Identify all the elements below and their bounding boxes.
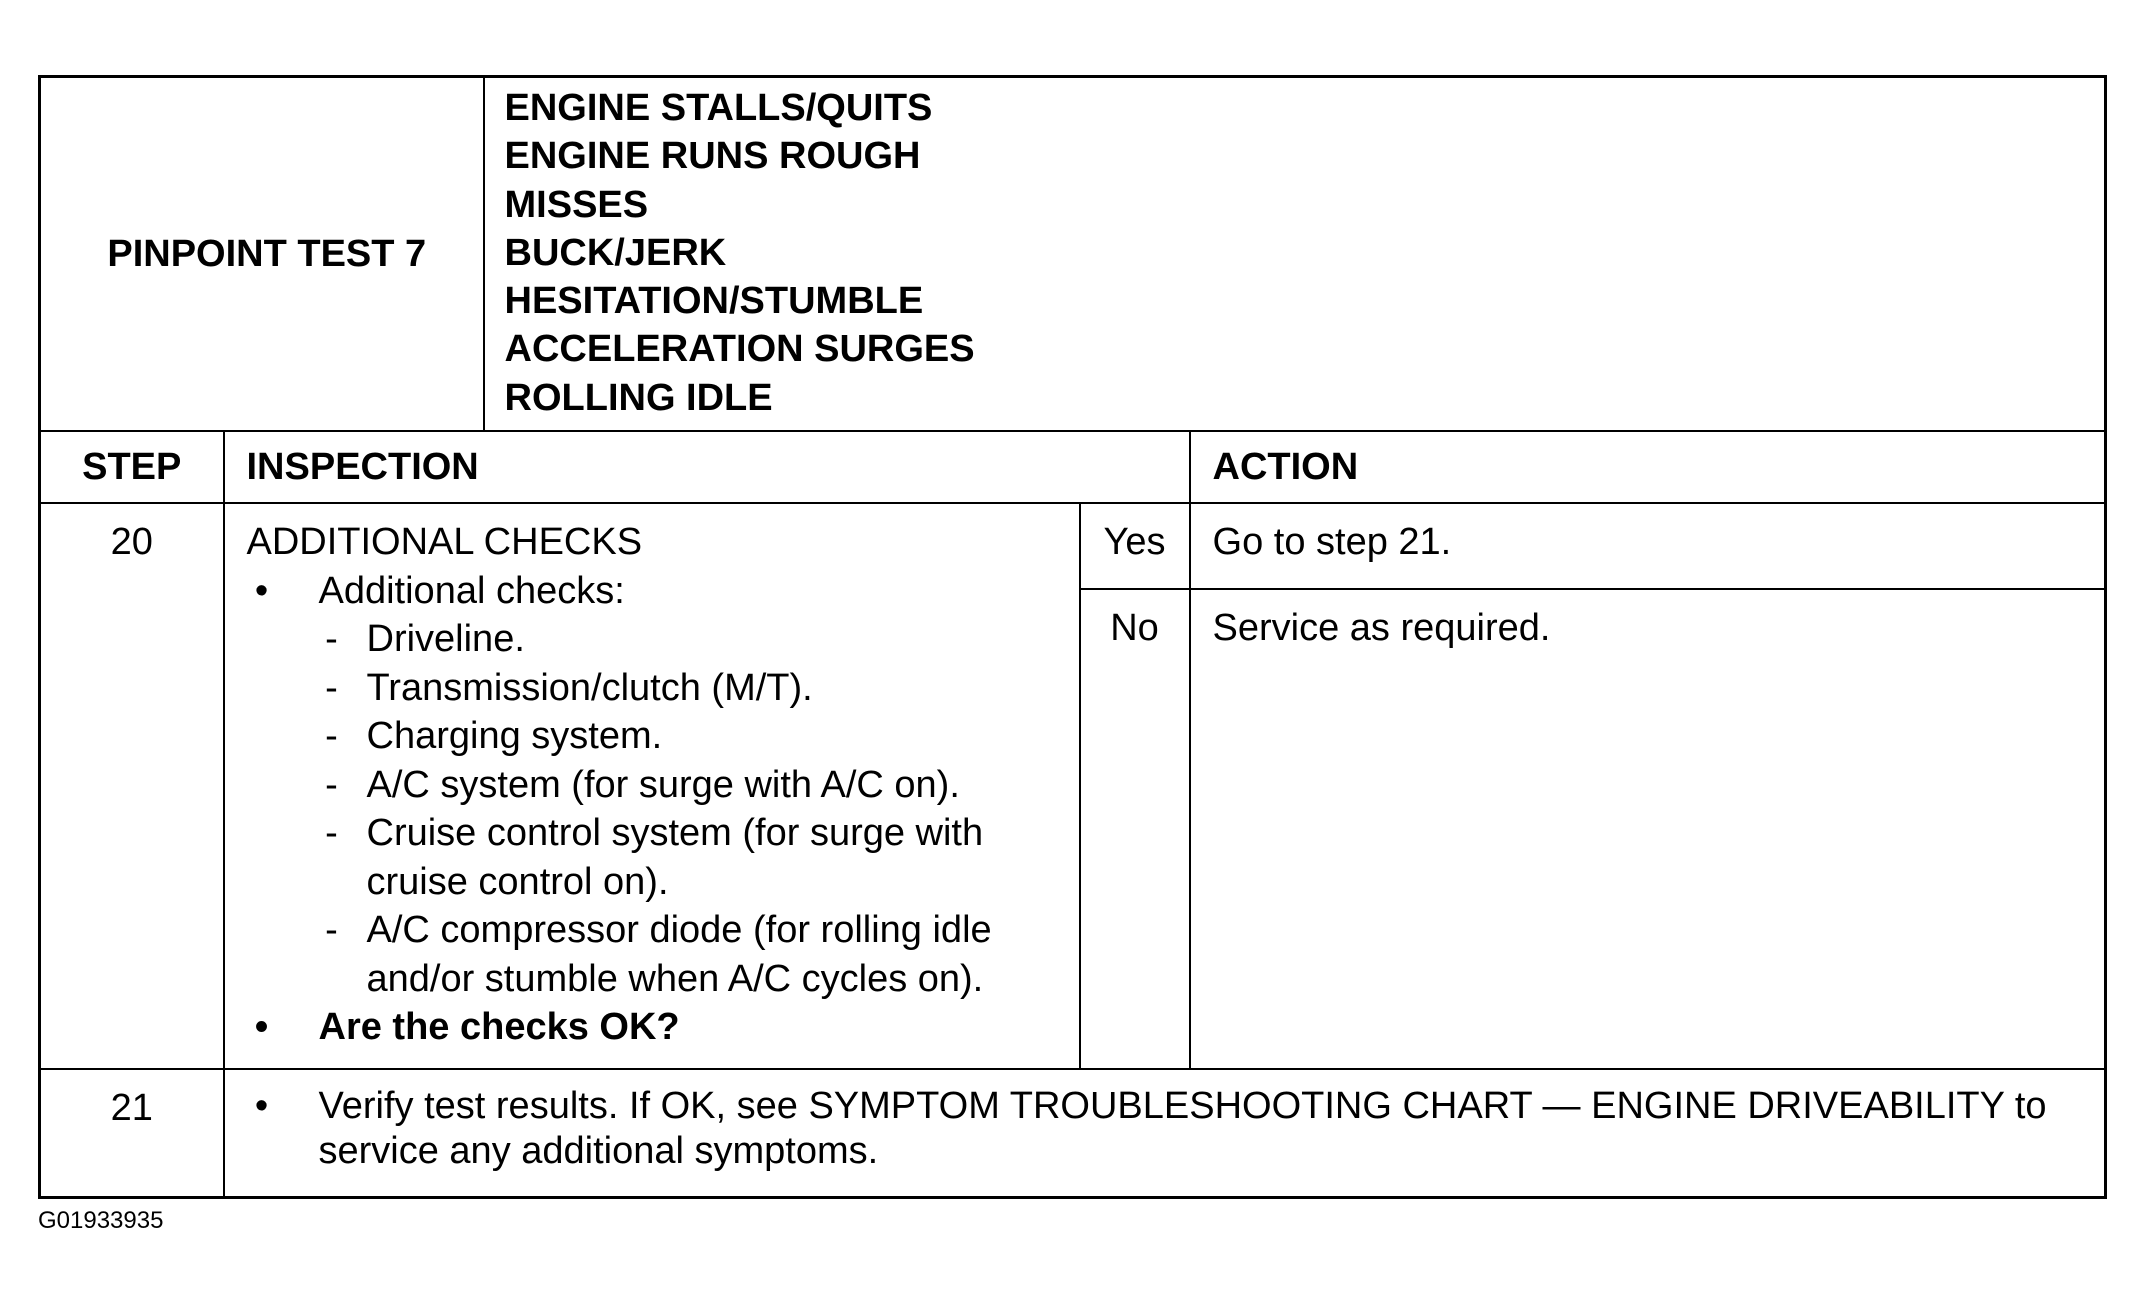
header-row (40, 77, 2106, 432)
bullet-icon: • (254, 1085, 269, 1127)
symptom-list (484, 77, 2106, 432)
symptom-item: ENGINE RUNS ROUGH (504, 135, 921, 178)
step-number: 20 (40, 503, 224, 1069)
check-text: A/C system (for surge with A/C on). (366, 763, 960, 806)
check-text: Transmission/clutch (M/T). (366, 666, 813, 709)
check-text: Driveline. (366, 618, 525, 660)
bullet-text: Verify test results. If OK, see SYMPTOM TROUBLESHOOTING CHART — ENGINE DRIVEABILITY to service any additional symptoms. (318, 1085, 2047, 1172)
column-header-inspection: INSPECTION (224, 431, 1190, 503)
step-21-row (40, 1069, 2106, 1198)
check-item (247, 809, 1069, 906)
symptom-item: HESITATION/STUMBLE (504, 280, 924, 323)
question-text: Are the checks OK? (318, 1006, 680, 1048)
answer-yes: Yes (1080, 503, 1190, 589)
column-header-row (40, 431, 2106, 503)
symptom-item: MISSES (504, 183, 649, 226)
check-text: A/C compressor diode (for rolling idle and/or stumble when A/C cycles on). (366, 909, 992, 1000)
bullet-item (247, 567, 1069, 616)
figure-id: G01933935 (38, 1207, 164, 1234)
step-20-row-yes (40, 503, 2106, 589)
symptom-item: BUCK/JERK (504, 231, 727, 274)
column-header-step: STEP (40, 431, 224, 503)
pinpoint-test-table (38, 75, 2107, 1199)
check-text: Cruise control system (for surge with cruise control on). (366, 812, 984, 903)
column-header-action: ACTION (1190, 431, 2106, 503)
test-title: PINPOINT TEST 7 (40, 77, 484, 432)
check-item (247, 615, 1069, 664)
step-number: 21 (40, 1069, 224, 1198)
symptom-item: ROLLING IDLE (504, 376, 773, 419)
action-yes: Go to step 21. (1190, 503, 2106, 589)
check-item (247, 712, 1069, 761)
dash-icon: - (325, 715, 338, 757)
bullet-text: Additional checks: (318, 569, 625, 612)
step-20-inspection (224, 503, 1080, 1069)
dash-icon: - (325, 812, 338, 854)
symptom-item: ACCELERATION SURGES (504, 328, 975, 371)
action-no: Service as required. (1190, 589, 2106, 1069)
symptom-item: ENGINE STALLS/QUITS (504, 87, 933, 129)
check-text: Charging system. (366, 715, 663, 757)
inspection-heading: ADDITIONAL CHECKS (246, 521, 643, 563)
check-item (247, 664, 1069, 713)
bullet-icon: • (254, 1006, 269, 1048)
bullet-item (247, 1084, 2065, 1174)
answer-no: No (1080, 589, 1190, 1069)
check-item (247, 761, 1069, 810)
dash-icon: - (325, 909, 338, 951)
dash-icon: - (325, 763, 338, 806)
step-21-instruction (224, 1069, 2106, 1198)
check-item (247, 906, 1069, 1003)
question-item (247, 1003, 1069, 1052)
dash-icon: - (325, 618, 338, 660)
bullet-icon: • (254, 569, 269, 612)
dash-icon: - (325, 666, 338, 709)
